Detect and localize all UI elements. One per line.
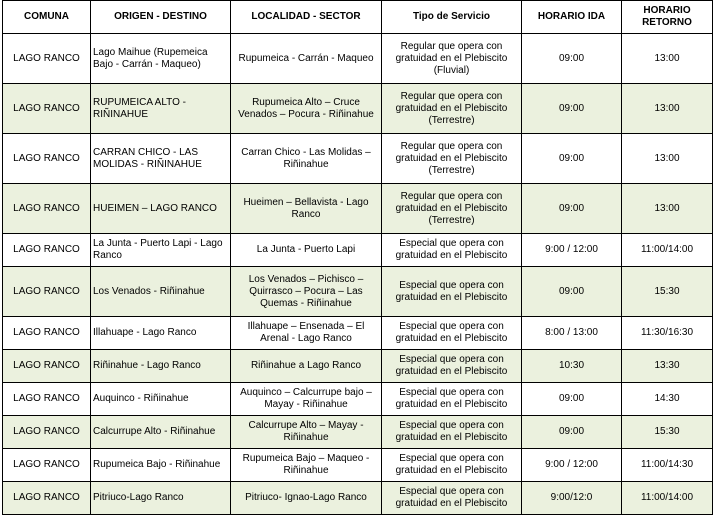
cell-tipo-servicio: Regular que opera con gratuidad en el Plebiscito (Terrestre) (382, 184, 522, 234)
cell-localidad-sector: Rupumeica Bajo – Maqueo - Riñinahue (231, 449, 382, 482)
cell-localidad-sector: Carran Chico - Las Molidas – Riñinahue (231, 134, 382, 184)
cell-horario-ida: 8:00 / 13:00 (522, 317, 622, 350)
cell-origen-destino: Los Venados - Riñinahue (91, 267, 231, 317)
cell-localidad-sector: Auquinco – Calcurrupe bajo – Mayay - Riñinahue (231, 383, 382, 416)
cell-origen-destino: CARRAN CHICO - LAS MOLIDAS - RIÑINAHUE (91, 134, 231, 184)
cell-origen-destino: RUPUMEICA ALTO - RIÑINAHUE (91, 84, 231, 134)
cell-horario-ida: 09:00 (522, 267, 622, 317)
cell-localidad-sector: Los Venados – Pichisco – Quirrasco – Pocura – Las Quemas - Riñinahue (231, 267, 382, 317)
cell-horario-retorno: 14:30 (622, 383, 713, 416)
cell-comuna: LAGO RANCO (3, 134, 91, 184)
cell-tipo-servicio: Especial que opera con gratuidad en el Plebiscito (382, 482, 522, 515)
table-row (3, 416, 713, 449)
cell-tipo-servicio: Regular que opera con gratuidad en el Plebiscito (Terrestre) (382, 134, 522, 184)
cell-horario-retorno: 11:00/14:30 (622, 449, 713, 482)
cell-tipo-servicio: Especial que opera con gratuidad en el Plebiscito (382, 449, 522, 482)
table-row (3, 449, 713, 482)
table-row (3, 234, 713, 267)
cell-tipo-servicio: Especial que opera con gratuidad en el Plebiscito (382, 383, 522, 416)
cell-origen-destino: Rupumeica Bajo - Riñinahue (91, 449, 231, 482)
cell-tipo-servicio: Especial que opera con gratuidad en el Plebiscito (382, 267, 522, 317)
cell-localidad-sector: Rupumeica Alto – Cruce Venados – Pocura - Riñinahue (231, 84, 382, 134)
cell-comuna: LAGO RANCO (3, 184, 91, 234)
cell-localidad-sector: La Junta - Puerto Lapi (231, 234, 382, 267)
cell-horario-ida: 10:30 (522, 350, 622, 383)
cell-tipo-servicio: Regular que opera con gratuidad en el Plebiscito (Terrestre) (382, 84, 522, 134)
cell-horario-retorno: 11:30/16:30 (622, 317, 713, 350)
cell-tipo-servicio: Especial que opera con gratuidad en el Plebiscito (382, 317, 522, 350)
table-row (3, 267, 713, 317)
cell-horario-ida: 09:00 (522, 416, 622, 449)
cell-horario-retorno: 11:00/14:00 (622, 234, 713, 267)
cell-localidad-sector: Hueimen – Bellavista - Lago Ranco (231, 184, 382, 234)
cell-horario-retorno: 13:00 (622, 184, 713, 234)
table-row (3, 482, 713, 515)
cell-origen-destino: La Junta - Puerto Lapi - Lago Ranco (91, 234, 231, 267)
schedule-table (2, 0, 713, 515)
table-row (3, 84, 713, 134)
cell-horario-ida: 09:00 (522, 34, 622, 84)
cell-comuna: LAGO RANCO (3, 84, 91, 134)
cell-comuna: LAGO RANCO (3, 267, 91, 317)
cell-localidad-sector: Calcurrupe Alto – Mayay - Riñinahue (231, 416, 382, 449)
table-row (3, 134, 713, 184)
header-row (3, 1, 713, 34)
header-comuna: COMUNA (3, 1, 91, 34)
cell-origen-destino: Illahuape - Lago Ranco (91, 317, 231, 350)
cell-localidad-sector: Riñinahue a Lago Ranco (231, 350, 382, 383)
cell-horario-retorno: 13:00 (622, 134, 713, 184)
table-row (3, 350, 713, 383)
cell-localidad-sector: Pitriuco- Ignao-Lago Ranco (231, 482, 382, 515)
header-tipo-servicio: Tipo de Servicio (382, 1, 522, 34)
cell-horario-ida: 9:00 / 12:00 (522, 449, 622, 482)
cell-origen-destino: Pitriuco-Lago Ranco (91, 482, 231, 515)
cell-comuna: LAGO RANCO (3, 449, 91, 482)
cell-horario-retorno: 13:30 (622, 350, 713, 383)
table-row (3, 184, 713, 234)
cell-tipo-servicio: Especial que opera con gratuidad en el Plebiscito (382, 350, 522, 383)
cell-origen-destino: Auquinco - Riñinahue (91, 383, 231, 416)
cell-tipo-servicio: Especial que opera con gratuidad en el Plebiscito (382, 416, 522, 449)
cell-comuna: LAGO RANCO (3, 234, 91, 267)
cell-origen-destino: Riñinahue - Lago Ranco (91, 350, 231, 383)
cell-horario-retorno: 15:30 (622, 267, 713, 317)
cell-horario-retorno: 15:30 (622, 416, 713, 449)
cell-comuna: LAGO RANCO (3, 34, 91, 84)
cell-localidad-sector: Illahuape – Ensenada – El Arenal - Lago Ranco (231, 317, 382, 350)
cell-comuna: LAGO RANCO (3, 416, 91, 449)
cell-horario-ida: 09:00 (522, 84, 622, 134)
cell-horario-retorno: 11:00/14:00 (622, 482, 713, 515)
table-row (3, 383, 713, 416)
cell-comuna: LAGO RANCO (3, 317, 91, 350)
cell-horario-ida: 09:00 (522, 184, 622, 234)
cell-tipo-servicio: Regular que opera con gratuidad en el Plebiscito (Fluvial) (382, 34, 522, 84)
cell-comuna: LAGO RANCO (3, 482, 91, 515)
cell-horario-ida: 09:00 (522, 134, 622, 184)
cell-localidad-sector: Rupumeica - Carrán - Maqueo (231, 34, 382, 84)
cell-tipo-servicio: Especial que opera con gratuidad en el Plebiscito (382, 234, 522, 267)
cell-horario-ida: 9:00/12:0 (522, 482, 622, 515)
cell-horario-retorno: 13:00 (622, 34, 713, 84)
cell-horario-retorno: 13:00 (622, 84, 713, 134)
table-row (3, 34, 713, 84)
cell-comuna: LAGO RANCO (3, 383, 91, 416)
cell-origen-destino: Lago Maihue (Rupemeica Bajo - Carrán - Maqueo) (91, 34, 231, 84)
cell-origen-destino: Calcurrupe Alto - Riñinahue (91, 416, 231, 449)
header-horario-retorno: HORARIO RETORNO (622, 1, 713, 34)
table-row (3, 317, 713, 350)
header-origen-destino: ORIGEN - DESTINO (91, 1, 231, 34)
cell-horario-ida: 09:00 (522, 383, 622, 416)
header-horario-ida: HORARIO IDA (522, 1, 622, 34)
cell-origen-destino: HUEIMEN – LAGO RANCO (91, 184, 231, 234)
header-localidad-sector: LOCALIDAD - SECTOR (231, 1, 382, 34)
cell-comuna: LAGO RANCO (3, 350, 91, 383)
cell-horario-ida: 9:00 / 12:00 (522, 234, 622, 267)
